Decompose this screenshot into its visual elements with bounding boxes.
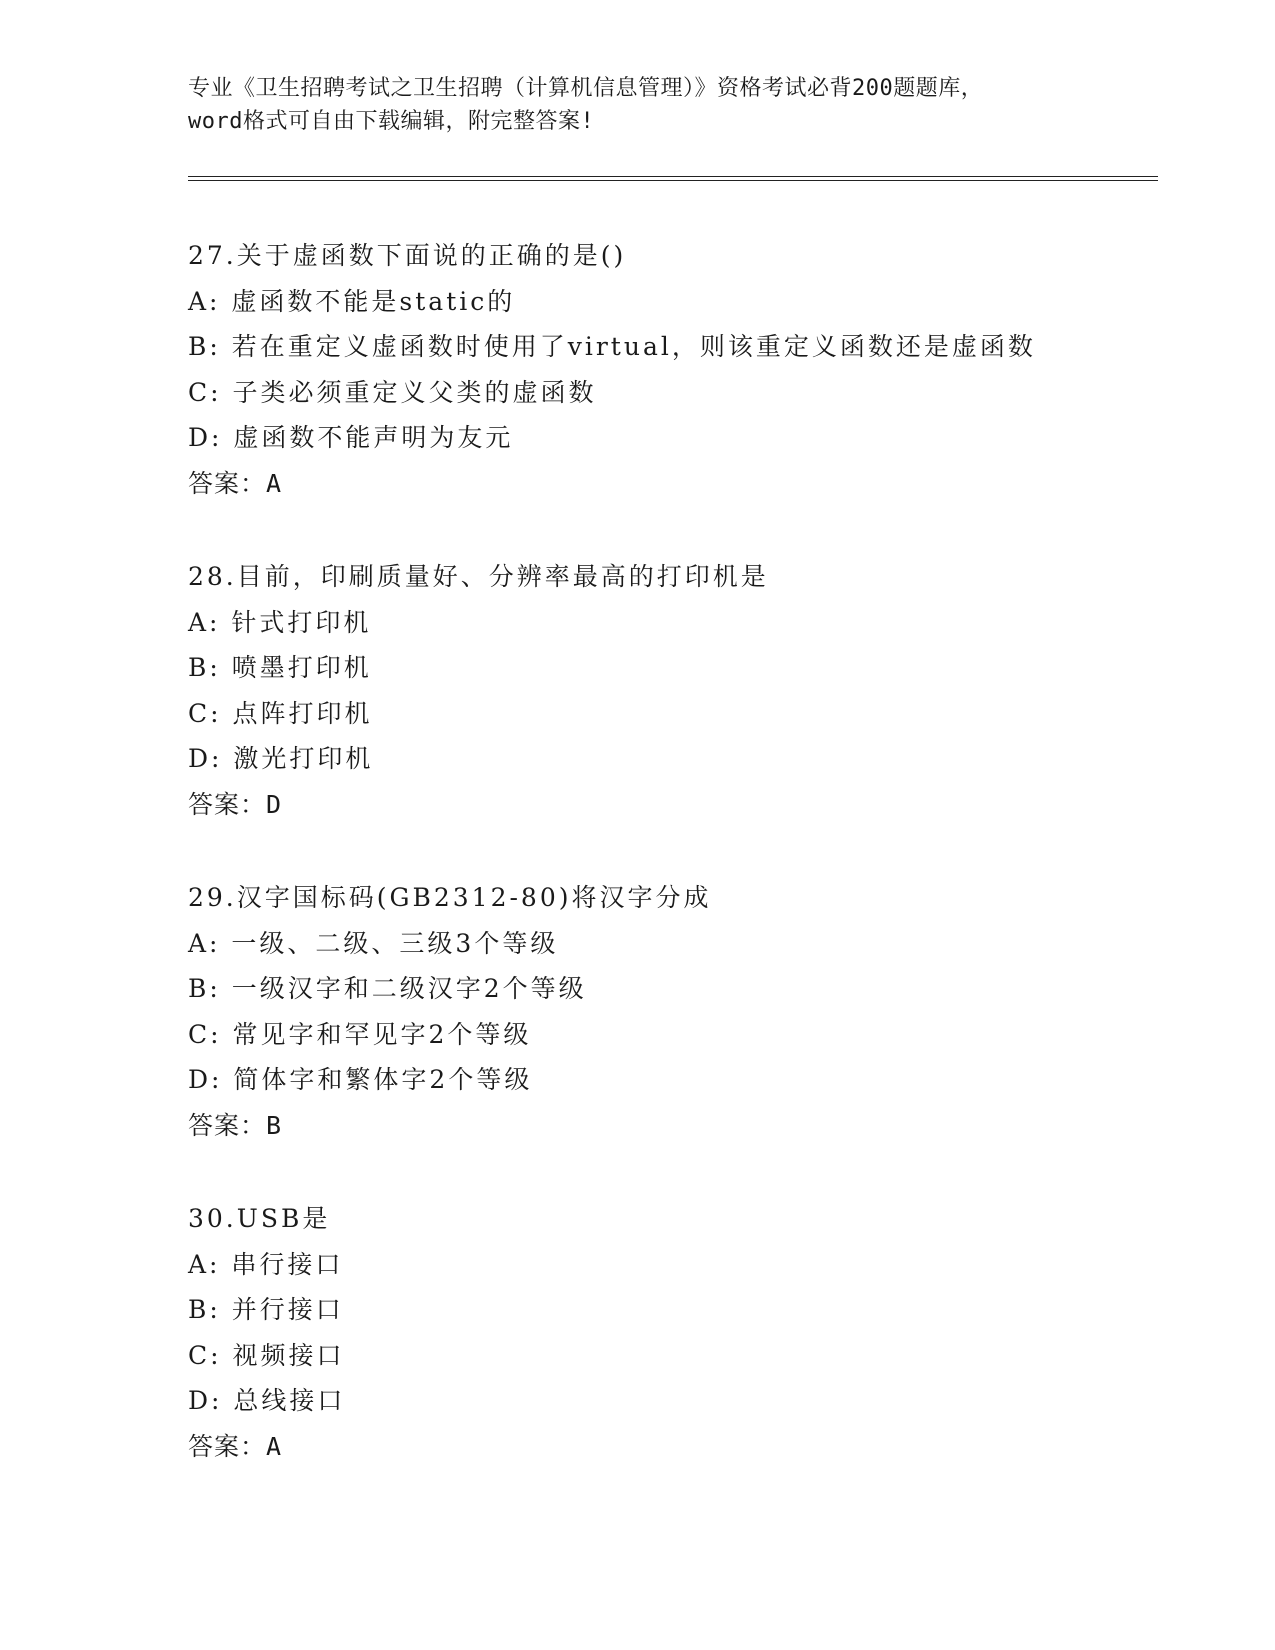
- option-c: C: 点阵打印机: [188, 698, 373, 728]
- question-title: 28.目前，印刷质量好、分辨率最高的打印机是: [188, 562, 769, 591]
- document-page: [188, 72, 1158, 1517]
- option-c: C: 子类必须重定义父类的虚函数: [188, 377, 597, 407]
- option-b: B: 一级汉字和二级汉字2个等级: [188, 974, 587, 1003]
- option-b: B: 若在重定义虚函数时使用了virtual，则该重定义函数还是虚函数: [188, 332, 1036, 361]
- question-title: 30.USB是: [188, 1204, 331, 1233]
- question-item: [188, 1196, 1158, 1469]
- answer-line: 答案：D: [188, 789, 283, 819]
- question-item: [188, 554, 1158, 827]
- question-title: 27.关于虚函数下面说的正确的是(): [188, 241, 627, 270]
- option-a: A: 虚函数不能是static的: [188, 286, 516, 316]
- option-b: B: 并行接口: [188, 1295, 344, 1324]
- document-header: [188, 72, 1158, 181]
- question-title: 29.汉字国标码(GB2312-80)将汉字分成: [188, 883, 712, 912]
- option-c: C: 常见字和罕见字2个等级: [188, 1019, 532, 1049]
- question-list: [188, 233, 1158, 1469]
- option-d: D: 虚函数不能声明为友元: [188, 423, 514, 452]
- option-d: D: 激光打印机: [188, 744, 374, 773]
- option-d: D: 总线接口: [188, 1386, 346, 1415]
- option-c: C: 视频接口: [188, 1340, 345, 1370]
- answer-line: 答案：A: [188, 1431, 283, 1461]
- header-divider: [188, 176, 1158, 181]
- option-b: B: 喷墨打印机: [188, 653, 372, 682]
- answer-line: 答案：A: [188, 468, 283, 498]
- header-line-1: 专业《卫生招聘考试之卫生招聘（计算机信息管理）》资格考试必背200题题库，: [188, 76, 984, 101]
- answer-line: 答案：B: [188, 1110, 283, 1140]
- option-a: A: 串行接口: [188, 1249, 344, 1279]
- option-a: A: 一级、二级、三级3个等级: [188, 928, 559, 958]
- option-a: A: 针式打印机: [188, 607, 372, 637]
- question-item: [188, 233, 1158, 506]
- option-d: D: 简体字和繁体字2个等级: [188, 1065, 533, 1094]
- question-item: [188, 875, 1158, 1148]
- header-line-2: word格式可自由下载编辑，附完整答案!: [188, 109, 595, 134]
